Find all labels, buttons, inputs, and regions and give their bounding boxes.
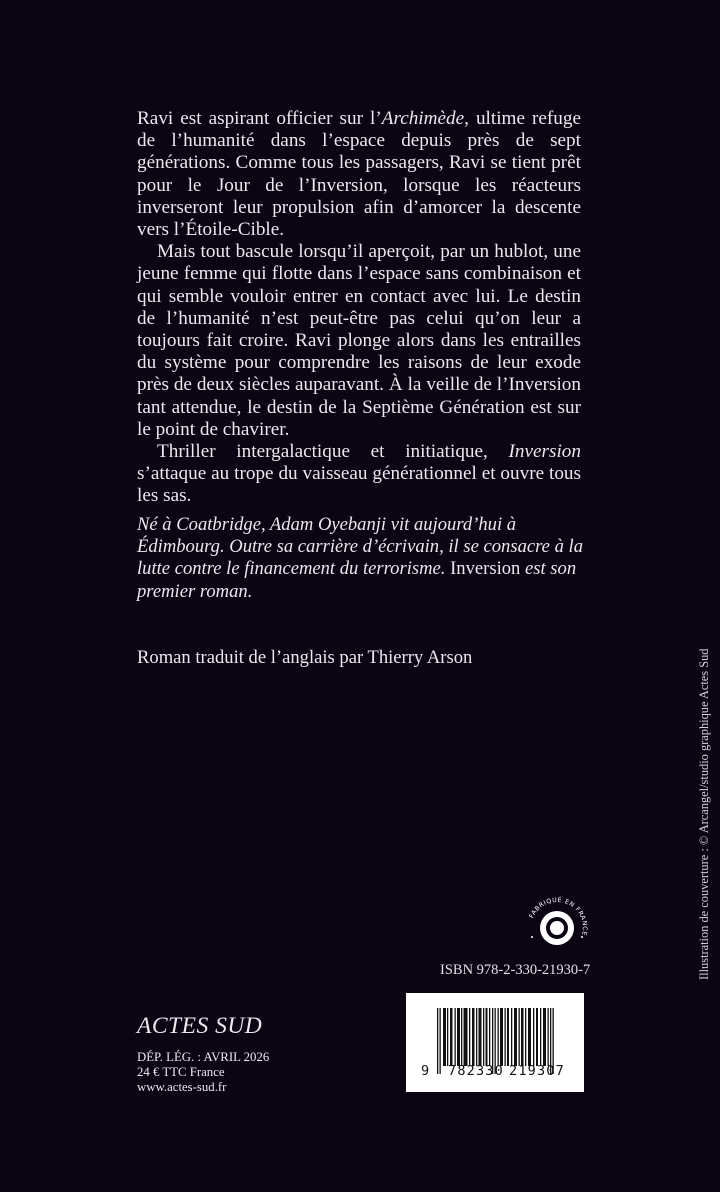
target-circle-icon bbox=[522, 893, 592, 963]
svg-text:FABRIQUÉ EN FRANCE: FABRIQUÉ EN FRANCE bbox=[528, 896, 589, 937]
isbn-label: ISBN 978-2-330-21930-7 bbox=[440, 962, 591, 978]
book-title: Inversion bbox=[450, 558, 521, 580]
cover-illustration-credit: Illustration de couverture : © Arcangel/studio graphique Actes Sud bbox=[697, 648, 711, 980]
price: 24 € TTC France bbox=[137, 1065, 225, 1079]
ship-name: Archimède bbox=[381, 108, 465, 129]
author-bio: Né à Coatbridge, Adam Oyebanji vit aujourd’hui à Édimbourg. Outre sa carrière d’écrivain, il se consacre à la lutte contre le financement du terrorisme. Inversion est son premier roman. bbox=[137, 514, 583, 602]
fabrique-en-france-logo bbox=[522, 893, 592, 963]
book-title: Inversion bbox=[508, 441, 581, 463]
legal-info bbox=[137, 1050, 269, 1095]
blurb-paragraph-2: Mais tout bascule lorsqu’il aperçoit, par un hublot, une jeune femme qui flotte dans l’espace sans combinaison et qui semble vouloir entrer en contact avec lui. Le destin de l’humanité n’est peut-être pas celui qu’on leur a toujours fait croire. Ravi plonge alors dans les entrailles du système pour comprendre les raisons de leur exode près de deux siècles auparavant. À la veille de l’Inversion tant attendue, le destin de la Septième Génération est sur le point de chavirer. bbox=[137, 241, 581, 440]
barcode: 9 782330 219307 bbox=[406, 993, 584, 1092]
legal-deposit: DÉP. LÉG. : AVRIL 2026 bbox=[137, 1050, 270, 1064]
book-blurb bbox=[137, 108, 581, 508]
blurb-paragraph-3: Thriller intergalactique et initiatique, Inversion s’attaque au trope du vaisseau générationnel et ouvre tous les sas. bbox=[137, 441, 581, 507]
blurb-paragraph-1: Ravi est aspirant officier sur l’Archimède, ultime refuge de l’humanité dans l’espace depuis près de sept générations. Comme tous les passagers, Ravi se tient prêt pour le Jour de l’Inversion, lorsque les réacteurs inverseront leur propulsion afin d’amorcer la descente vers l’Étoile-Cible. bbox=[137, 108, 582, 241]
publisher-website: www.actes-sud.fr bbox=[137, 1080, 227, 1094]
translator-credit: Roman traduit de l’anglais par Thierry Arson bbox=[137, 647, 473, 668]
publisher-logo: ACTES SUD bbox=[137, 1013, 263, 1039]
